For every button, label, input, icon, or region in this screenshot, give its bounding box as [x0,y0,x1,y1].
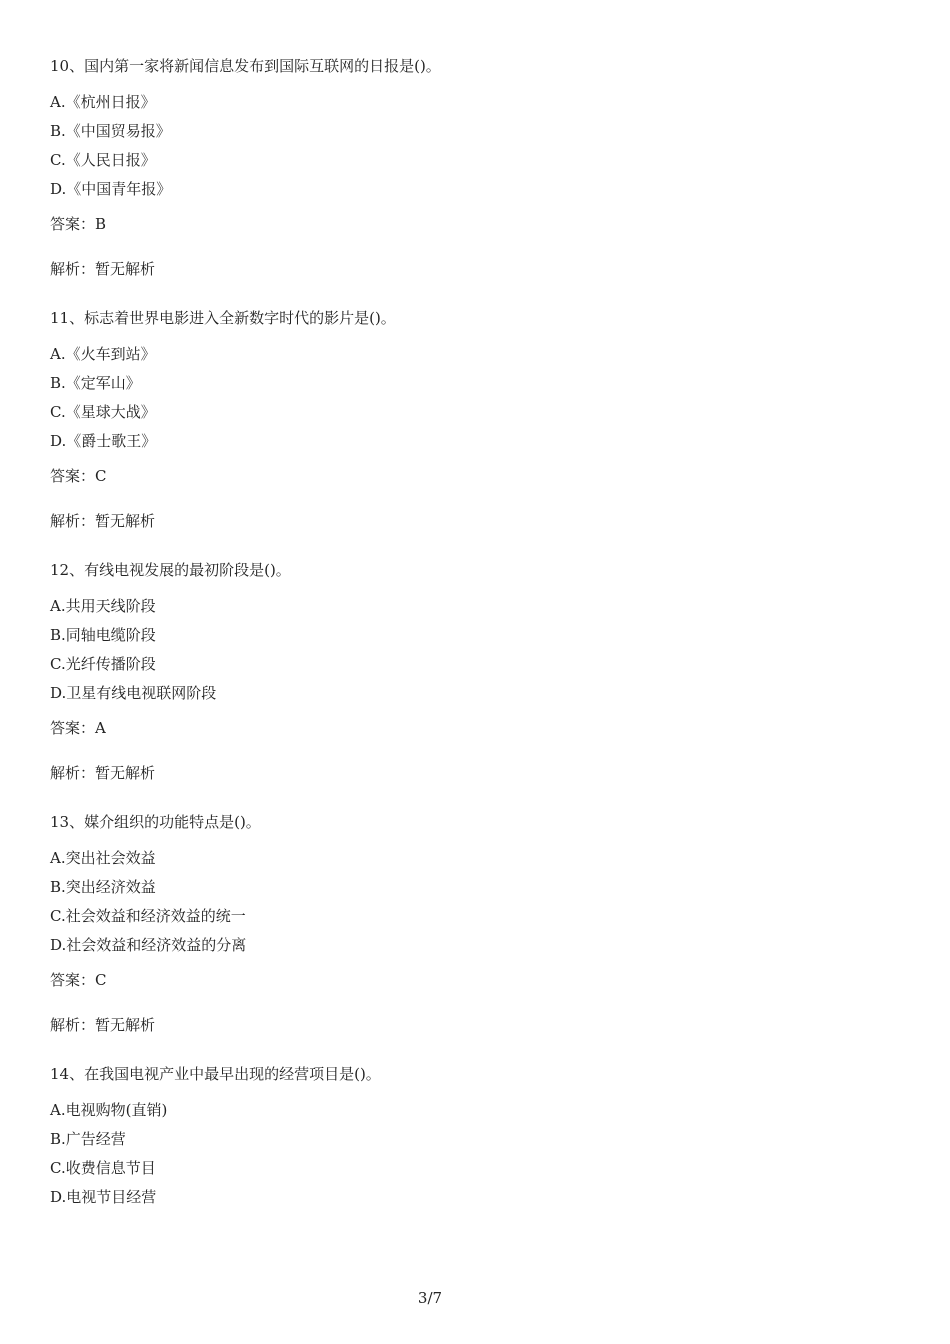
question-11 [50,306,910,532]
option-a: A.《火车到站》 [50,345,156,363]
option-a: A.突出社会效益 [50,849,156,867]
answer-line: 答案：A [50,719,106,737]
option-list [50,343,910,459]
answer-line: 答案：C [50,971,107,989]
option-list [50,1099,910,1215]
option-c: C.《星球大战》 [50,403,156,421]
option-c: C.社会效益和经济效益的统一 [50,907,246,925]
question-13 [50,810,910,1036]
question-12 [50,558,910,784]
option-d: D.电视节目经营 [50,1188,157,1206]
option-list [50,847,910,963]
option-a: A.《杭州日报》 [50,93,156,111]
analysis-line: 解析：暂无解析 [50,1016,156,1034]
option-c: C.光纤传播阶段 [50,655,156,673]
question-10 [50,54,910,280]
answer-line: 答案：B [50,215,107,233]
analysis-line: 解析：暂无解析 [50,764,156,782]
option-list [50,595,910,711]
option-c: C.《人民日报》 [50,151,156,169]
option-a: A.电视购物(直销) [50,1101,168,1119]
question-title: 11、标志着世界电影进入全新数字时代的影片是()。 [50,309,396,327]
option-d: D.《爵士歌王》 [50,432,157,450]
option-d: D.社会效益和经济效益的分离 [50,936,247,954]
option-list [50,91,910,207]
analysis-line: 解析：暂无解析 [50,260,156,278]
question-14 [50,1062,910,1215]
option-d: D.《中国青年报》 [50,180,172,198]
option-b: B.广告经营 [50,1130,126,1148]
question-title: 14、在我国电视产业中最早出现的经营项目是()。 [50,1065,381,1083]
answer-line: 答案：C [50,467,107,485]
option-b: B.《中国贸易报》 [50,122,171,140]
analysis-line: 解析：暂无解析 [50,512,156,530]
question-title: 12、有线电视发展的最初阶段是()。 [50,561,291,579]
option-a: A.共用天线阶段 [50,597,156,615]
page-number: 3/7 [417,1289,443,1307]
option-b: B.同轴电缆阶段 [50,626,156,644]
option-d: D.卫星有线电视联网阶段 [50,684,217,702]
option-b: B.突出经济效益 [50,878,156,896]
option-c: C.收费信息节目 [50,1159,156,1177]
option-b: B.《定军山》 [50,374,141,392]
question-title: 13、媒介组织的功能特点是()。 [50,813,261,831]
question-title: 10、国内第一家将新闻信息发布到国际互联网的日报是()。 [50,57,441,75]
